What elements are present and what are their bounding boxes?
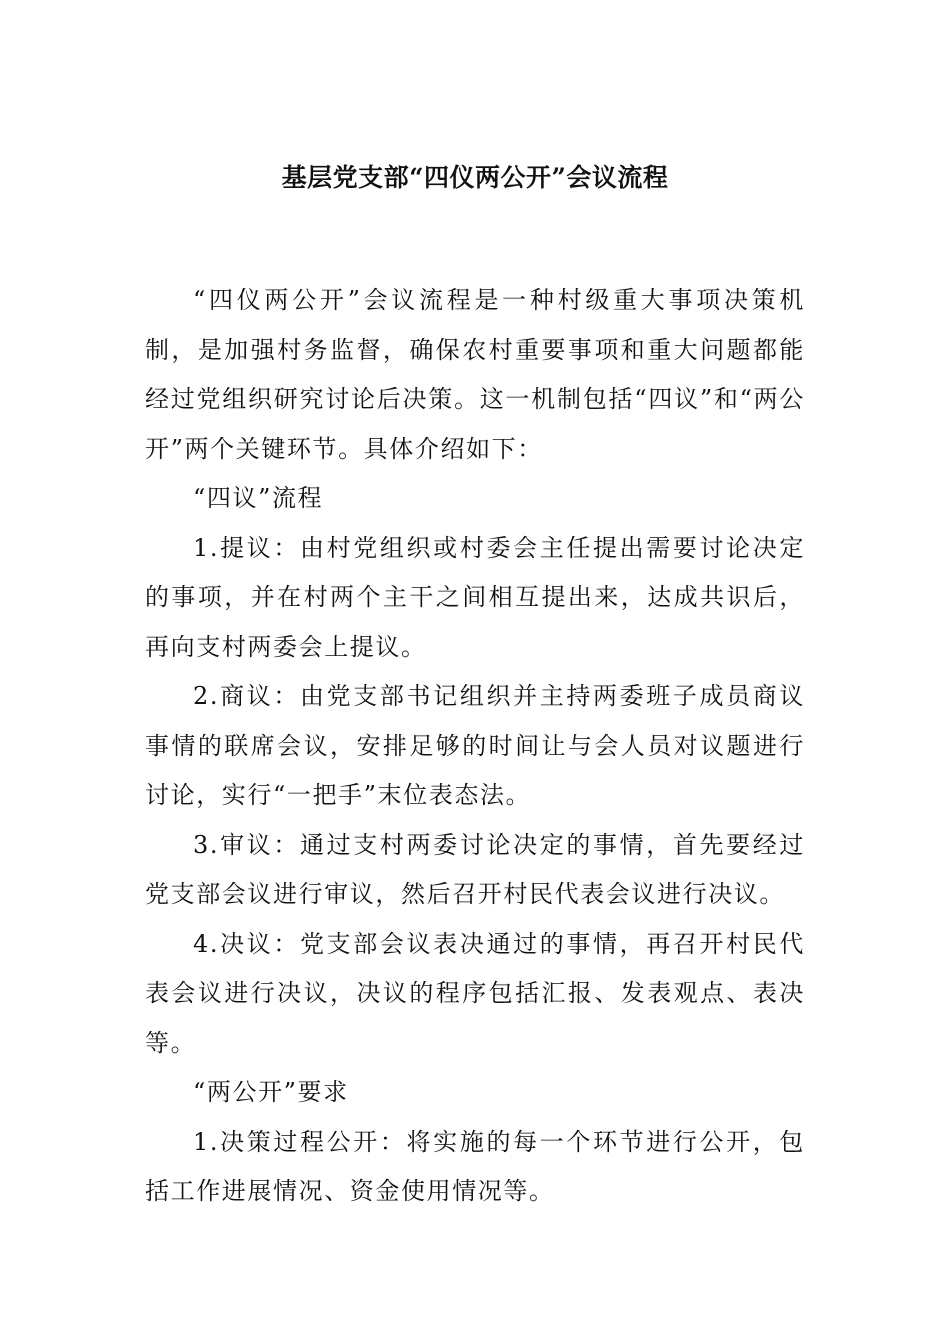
list-item-decision-disclosure: 1.决策过程公开：将实施的每一个环节进行公开，包括工作进展情况、资金使用情况等。 [145, 1127, 805, 1205]
list-item-resolution: 4.决议：党支部会议表决通过的事情，再召开村民代表会议进行决议，决议的程序包括汇报、发表观点、表决等。 [145, 929, 805, 1057]
intro-paragraph: “四仪两公开”会议流程是一种村级重大事项决策机制，是加强村务监督，确保农村重要事项和重大问题都能经过党组织研究讨论后决策。这一机制包括“四议”和“两公开”两个关键环节。具体介绍如下： [145, 286, 805, 463]
section-heading-four-discussions: “四议”流程 [193, 484, 324, 512]
section-heading-two-disclosures: “两公开”要求 [193, 1078, 349, 1106]
list-item-consultation: 2.商议：由党支部书记组织并主持两委班子成员商议事情的联席会议，安排足够的时间让与会人员对议题进行讨论，实行“一把手”末位表态法。 [145, 682, 805, 809]
list-item-review: 3.审议：通过支村两委讨论决定的事情，首先要经过党支部会议进行审议，然后召开村民代表会议进行决议。 [145, 830, 805, 908]
list-item-proposal: 1.提议：由村党组织或村委会主任提出需要讨论决定的事项，并在村两个主干之间相互提出来，达成共识后，再向支村两委会上提议。 [145, 533, 805, 661]
document-title: 基层党支部“四仪两公开”会议流程 [281, 163, 669, 192]
document-body [145, 276, 805, 1217]
